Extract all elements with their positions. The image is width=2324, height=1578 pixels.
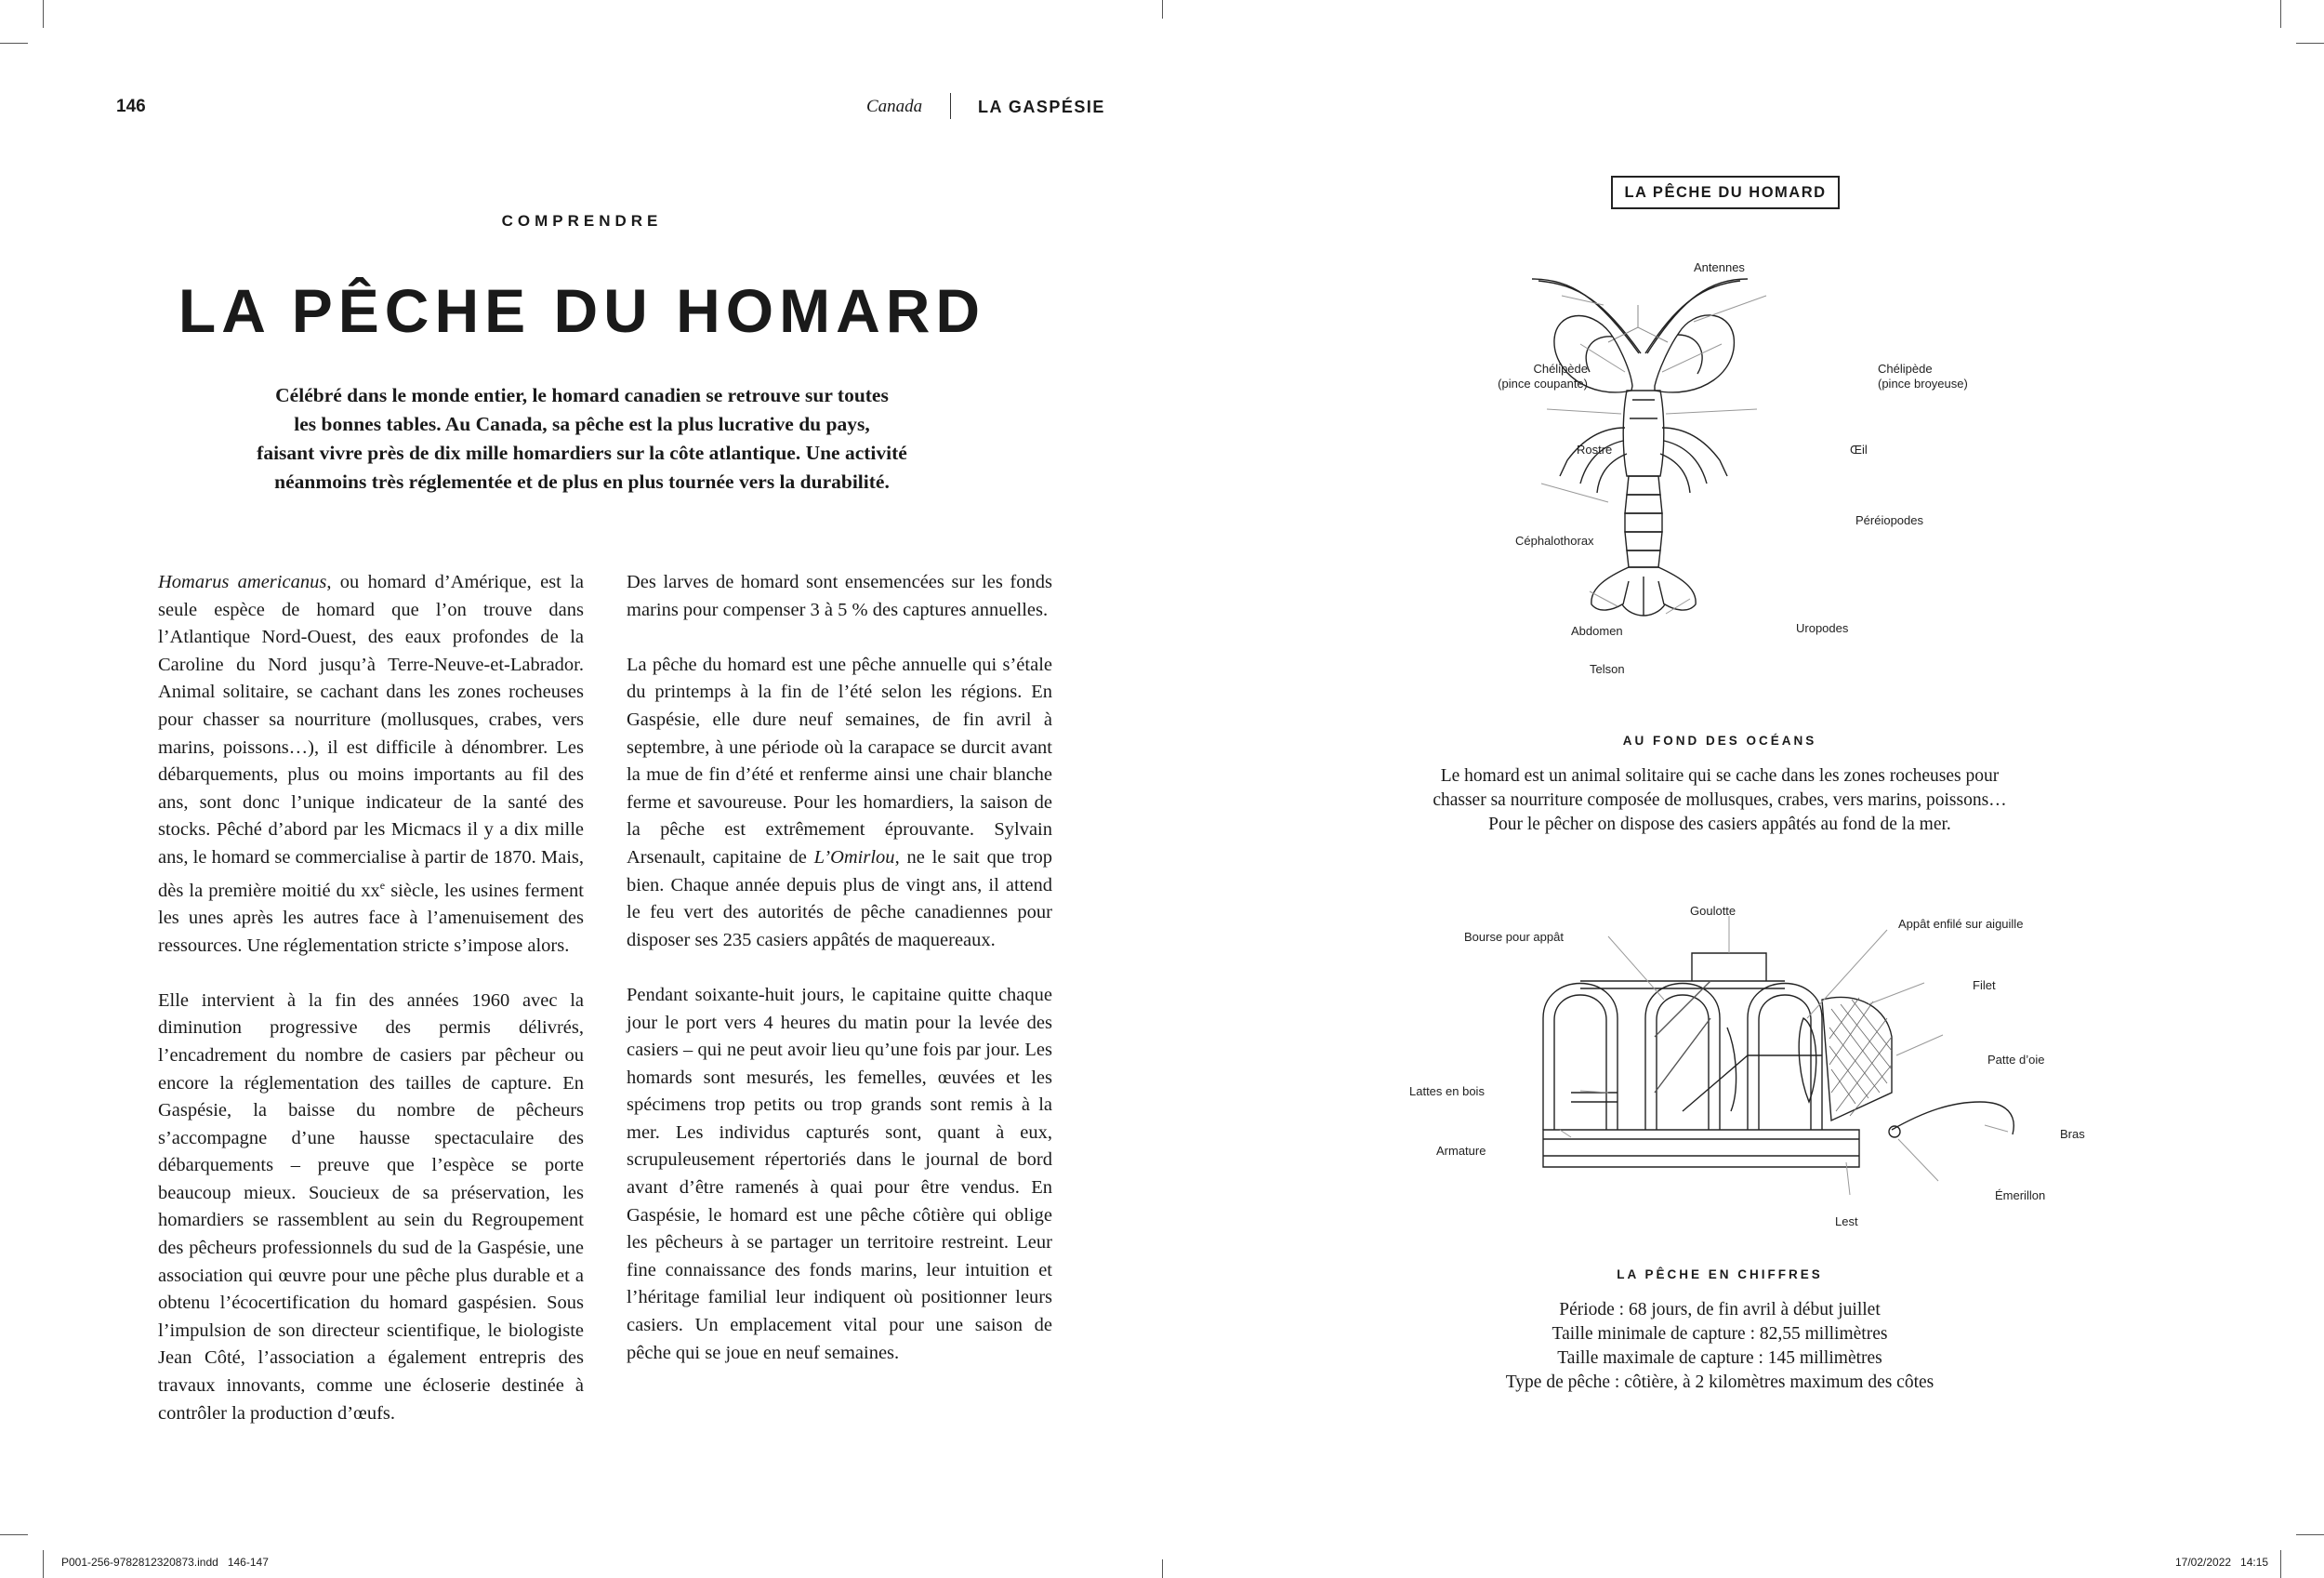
running-header-country: Canada — [866, 97, 923, 116]
file-slug: P001-256-9782812320873.indd 146-147 — [61, 1556, 269, 1569]
body-paragraph: Elle intervient à la fin des années 1960 avec la diminution progressive des permis délivrés, l’encadrement du nombre de casiers par pêcheur ou encore la réglementation des tailles de capture. En Gaspésie, la baisse du nombre de pêcheurs s’accompagne d’une hausse spectaculaire des débarquements – preuve que l’espèce se porte beaucoup mieux. Soucieux de sa préservation, les homardiers se rassemblent au sein du Regroupement des pêcheurs professionnels du sud de la Gaspésie, une association qui œuvre pour une pêche plus durable et a obtenu l’écocertification du homard gaspésien. Sous l’impulsion de son directeur scientifique, le biologiste Jean Côté, l’association a également entrepris des travaux innovants, comme une écloserie destinée à contrôler la production d’œufs. — [158, 989, 584, 1424]
crop-mark — [2280, 1550, 2281, 1578]
label-patte-oie: Patte d’oie — [1987, 1053, 2045, 1067]
date-slug: 17/02/2022 14:15 — [2175, 1556, 2269, 1569]
label-appat: Appât enfilé sur aiguille — [1898, 917, 2024, 931]
label-antennes: Antennes — [1694, 260, 1745, 274]
label-lattes: Lattes en bois — [1409, 1084, 1485, 1098]
label-cephalothorax: Céphalothorax — [1515, 534, 1594, 548]
label-emerillon: Émerillon — [1995, 1188, 2046, 1202]
label-abdomen: Abdomen — [1571, 624, 1623, 638]
paragraph-text: La pêche du homard est une pêche annuelle qui s’étale du printemps à la fin de l’été selon les régions. En Gaspésie, elle dure neuf semaines, de fin avril à septembre, à une période où la carapace se durcit avant la mue de fin d’été et renferme ainsi une chair blanche ferme et savoureuse. Pour les homardiers, la saison de la pêche est extrêmement éprouvante. Sylvain Arsenault, capitaine de — [627, 654, 1052, 868]
running-header-region: LA GASPÉSIE — [978, 98, 1105, 116]
lead-line: les bonnes tables. Au Canada, sa pêche est la plus lucrative du pays, — [294, 413, 870, 435]
label-filet: Filet — [1973, 978, 1996, 992]
label-telson: Telson — [1590, 662, 1625, 676]
lead-line: néanmoins très réglementée et de plus en plus tournée vers la durabilité. — [274, 471, 890, 493]
label-chelipede-right — [1878, 362, 1968, 391]
running-header-divider — [950, 93, 951, 119]
section-text-oceans — [1394, 764, 2045, 837]
crop-mark — [1162, 0, 1163, 19]
label-line: Chélipède — [1533, 362, 1588, 376]
label-armature: Armature — [1436, 1144, 1486, 1158]
crop-mark — [1162, 1559, 1163, 1578]
figure-line: Taille maximale de capture : 145 millimètres — [1557, 1348, 1882, 1368]
page-title: LA PÊCHE DU HOMARD — [178, 276, 986, 345]
lead-line: Célébré dans le monde entier, le homard canadien se retrouve sur toutes — [275, 384, 889, 406]
section-kicker: COMPRENDRE — [501, 212, 663, 230]
sidebar-title: LA PÊCHE DU HOMARD — [1611, 176, 1840, 209]
section-heading-oceans: AU FOND DES OCÉANS — [1622, 734, 1817, 748]
section-heading-figures: LA PÊCHE EN CHIFFRES — [1617, 1267, 1823, 1281]
crop-mark — [0, 43, 28, 44]
paragraph-text: , ou homard d’Amérique, est la seule espèce de homard que l’on trouve dans l’Atlantique Nord-Ouest, des eaux profondes de la Caroline du Nord jusqu’à Terre-Neuve-et-Labrador. Animal solitaire, se cachant dans les zones rocheuses pour chasser sa nourriture (mollusques, crabes, vers marins, poissons…), il est difficile à dénombrer. Les débarquements, plus ou moins importants au fil des ans, sont donc l’unique indicateur de la santé des stocks. Pêché d’abord par les Micmacs il y a dix mille ans, le homard se commercialise à partir de 1870. Mais, dès la première moitié du xx — [158, 572, 585, 901]
label-line: Chélipède — [1878, 362, 1933, 376]
body-column-2 — [627, 569, 1052, 1395]
body-paragraph: Des larves de homard sont ensemencées sur les fonds marins pour compenser 3 à 5 % des captures annuelles. — [627, 572, 1052, 620]
label-chelipede-left — [1486, 362, 1588, 391]
lead-line: faisant vivre près de dix mille homardiers sur la côte atlantique. Une activité — [257, 442, 907, 464]
boat-name: L’Omirlou — [813, 846, 895, 868]
body-paragraph — [158, 569, 584, 960]
body-column-1 — [158, 569, 584, 1455]
text-line: chasser sa nourriture composée de mollusques, crabes, vers marins, poissons… — [1433, 790, 2007, 810]
label-bras: Bras — [2060, 1127, 2085, 1141]
lobster-trap-diagram — [1515, 916, 2036, 1204]
species-name: Homarus americanus — [158, 572, 327, 592]
paragraph-text: , ne le sait que trop bien. Chaque année depuis plus de vingt ans, il attend le feu vert des autorités de pêche canadiennes pour disposer ses 235 casiers appâtés de maquereaux. — [627, 846, 1053, 950]
crop-mark — [0, 1534, 28, 1535]
crop-mark — [43, 0, 44, 28]
crop-mark — [2296, 1534, 2324, 1535]
figure-line: Type de pêche : côtière, à 2 kilomètres maximum des côtes — [1505, 1372, 1934, 1392]
crop-mark — [43, 1550, 44, 1578]
label-pereiopodes: Péréiopodes — [1855, 513, 1923, 527]
figures-list — [1394, 1298, 2045, 1395]
crop-mark — [2296, 43, 2324, 44]
label-goulotte: Goulotte — [1690, 904, 1736, 918]
body-paragraph: Pendant soixante-huit jours, le capitaine quitte chaque jour le port vers 4 heures du matin pour la levée des casiers – qui ne peut avoir lieu qu’une fois par jour. Les homards sont mesurés, les femelles, œuvées et les spécimens trop petits ou trop grands sont remis à la mer. Les individus capturés sont, quant à eux, scrupuleusement répertoriés dans le journal de bord avant d’être ramenés à quai pour être vendus. En Gaspésie, le homard est une pêche côtière qui oblige les pêcheurs à se partager un territoire restreint. Leur fine connaissance des fonds marins, leur intuition et l’héritage familial leur indiquent où positionner leurs casiers. Un emplacement vital pour une saison de pêche qui se joue en neuf semaines. — [627, 984, 1052, 1363]
century-superscript: e — [379, 878, 386, 892]
text-line: Pour le pêcher on dispose des casiers appâtés au fond de la mer. — [1488, 815, 1951, 834]
label-bourse: Bourse pour appât — [1464, 930, 1564, 944]
body-paragraph — [627, 652, 1052, 955]
paragraph-text: siècle, les usines ferment les unes après les autres face à l’amenuisement des ressources. Une réglementation stricte s’impose alors. — [158, 880, 585, 956]
crop-mark — [2280, 0, 2281, 28]
figure-line: Taille minimale de capture : 82,55 millimètres — [1552, 1324, 1888, 1344]
label-rostre: Rostre — [1577, 443, 1613, 457]
lobster-diagram — [1450, 260, 2008, 697]
page-number: 146 — [116, 97, 146, 116]
label-oeil: Œil — [1850, 443, 1868, 457]
label-lest: Lest — [1835, 1214, 1858, 1228]
article-lead — [223, 381, 941, 497]
label-line: (pince broyeuse) — [1878, 377, 1968, 391]
label-uropodes: Uropodes — [1796, 621, 1849, 635]
text-line: Le homard est un animal solitaire qui se cache dans les zones rocheuses pour — [1440, 766, 2000, 786]
label-line: (pince coupante) — [1498, 377, 1588, 391]
figure-line: Période : 68 jours, de fin avril à début juillet — [1559, 1300, 1881, 1319]
